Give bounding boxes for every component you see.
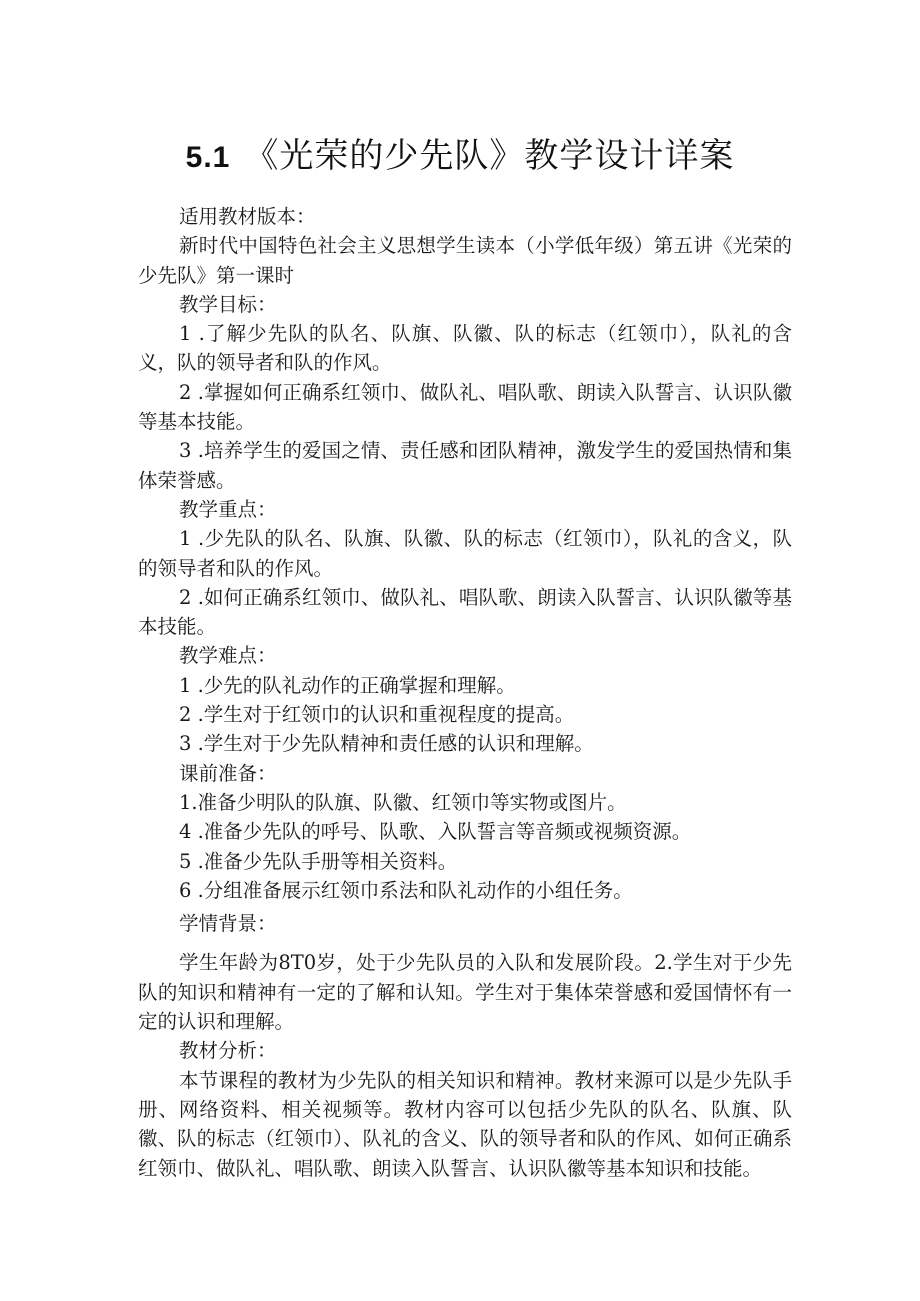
title-number: 5.1: [185, 141, 231, 174]
section-heading-preparation: 课前准备：: [179, 761, 277, 785]
preparation-item: 5 .准备少先队手册等相关资料。: [179, 849, 458, 873]
preparation-item: 6 .分组准备展示红领巾系法和队礼动作的小组任务。: [179, 878, 633, 902]
section-heading-difficulties: 教学难点：: [179, 644, 277, 668]
preparation-item: 1.准备少明队的队旗、队徽、红领巾等实物或图片。: [179, 790, 627, 814]
section-heading-edition: 适用教材版本：: [179, 205, 316, 228]
objective-item: 1 .了解少先队的队名、队旗、队徽、队的标志（红领巾），队礼的含义，队的领导者和队的作风。: [138, 322, 792, 375]
document-body: [138, 202, 792, 1183]
section-heading-key-points: 教学重点：: [179, 497, 277, 521]
difficulty-item: 2 .学生对于红领巾的认识和重视程度的提高。: [179, 703, 575, 727]
document-title: [0, 128, 920, 177]
objective-item: 2 .掌握如何正确系红领巾、做队礼、唱队歌、朗读入队誓言、认识队徽等基本技能。: [138, 380, 792, 434]
analysis-text: 本节课程的教材为少先队的相关知识和精神。教材来源可以是少先队手册、网络资料、相关视频等。教材内容可以包括少先队的队名、队旗、队徽、队的标志（红领巾）、队礼的含义、队的领导者和队的作风、如何正确系红领巾、做队礼、唱队歌、朗读入队誓言、认识队徽等基本知识和技能。: [138, 1068, 792, 1180]
section-heading-background: 学情背景：: [179, 912, 277, 936]
spacer: [138, 938, 792, 948]
section-heading-analysis: 教材分析：: [179, 1039, 277, 1063]
title-text: 《光荣的少先队》教学设计详案: [244, 136, 735, 176]
objective-item: 3 .培养学生的爱国之情、责任感和团队精神，激发学生的爱国热情和集体荣誉感。: [138, 439, 792, 492]
difficulty-item: 3 .学生对于少先队精神和责任感的认识和理解。: [179, 732, 594, 756]
background-text: 学生年龄为8T0岁，处于少先队员的入队和发展阶段。2.学生对于少先队的知识和精神有一定的了解和认知。学生对于集体荣誉感和爱国情怀有一定的认识和理解。: [138, 951, 792, 1034]
section-heading-objectives: 教学目标：: [179, 292, 277, 316]
edition-text: 新时代中国特色社会主义思想学生读本（小学低年级）第五讲《光荣的少先队》第一课时: [138, 234, 792, 287]
difficulty-item: 1 .少先的队礼动作的正确掌握和理解。: [179, 673, 516, 697]
preparation-item: 4 .准备少先队的呼号、队歌、入队誓言等音频或视频资源。: [179, 820, 692, 844]
key-point-item: 1 .少先队的队名、队旗、队徽、队的标志（红领巾），队礼的含义，队的领导者和队的作风。: [138, 527, 792, 580]
key-point-item: 2 .如何正确系红领巾、做队礼、唱队歌、朗读入队誓言、认识队徽等基本技能。: [138, 585, 792, 639]
